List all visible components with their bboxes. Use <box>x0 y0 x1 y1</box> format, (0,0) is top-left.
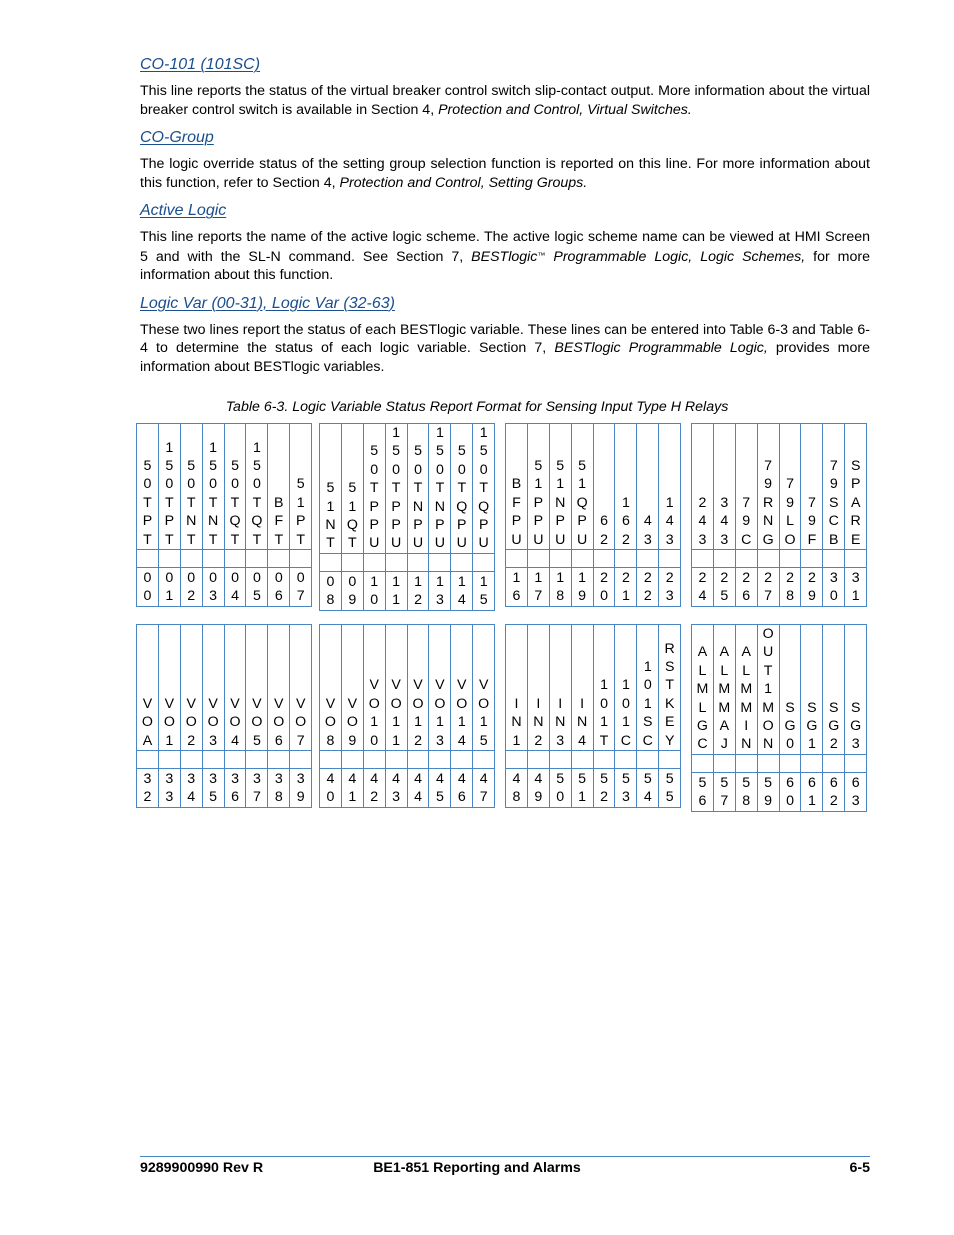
variable-status-cell <box>451 553 473 571</box>
variable-number: 2 6 <box>735 568 757 607</box>
variable-status-cell <box>735 754 757 772</box>
variable-number: 0 4 <box>224 568 246 607</box>
variable-label: V O 1 1 <box>385 625 407 751</box>
variable-status-cell <box>268 550 290 568</box>
variable-number: 3 7 <box>246 769 268 808</box>
section-heading: Logic Var (00-31), Logic Var (32-63) <box>140 294 395 312</box>
variable-number: 5 1 <box>571 769 593 808</box>
variable-number: 5 6 <box>692 772 714 811</box>
variable-label: 5 0 T Q T <box>224 424 246 550</box>
variable-number: 5 5 <box>659 769 681 808</box>
variable-number: 3 5 <box>202 769 224 808</box>
variable-status-cell <box>473 553 495 571</box>
variable-number: 1 6 <box>506 568 528 607</box>
variable-group-table <box>136 423 312 607</box>
variable-label: A L M M I N <box>735 625 757 755</box>
variable-status-cell <box>615 751 637 769</box>
table-caption: Table 6-3. Logic Variable Status Report Format for Sensing Input Type H Relays <box>225 399 729 415</box>
variable-label: V O 8 <box>320 625 342 751</box>
variable-number: 4 5 <box>429 769 451 808</box>
variable-status-cell <box>757 754 779 772</box>
variable-label: 1 0 1 C <box>615 625 637 751</box>
variable-label: I N 3 <box>549 625 571 751</box>
variable-label: S G 1 <box>801 625 823 755</box>
variable-label: 7 9 R N G <box>757 424 779 550</box>
variable-label: V O 1 4 <box>451 625 473 751</box>
variable-label: 7 9 F <box>801 424 823 550</box>
variable-status-cell <box>341 751 363 769</box>
section-heading: CO-101 (101SC) <box>140 56 261 73</box>
variable-number: 1 9 <box>571 568 593 607</box>
variable-status-cell <box>473 751 495 769</box>
variable-number: 6 2 <box>823 772 845 811</box>
variable-status-cell <box>506 550 528 568</box>
variable-number: 2 4 <box>692 568 714 607</box>
variable-label: 1 0 1 S C <box>637 625 659 751</box>
variable-label: 1 4 3 <box>659 424 681 550</box>
variable-label: I N 2 <box>527 625 549 751</box>
variable-label: 7 9 C <box>735 424 757 550</box>
variable-status-cell <box>845 550 867 568</box>
variable-status-cell <box>137 751 159 769</box>
variable-number: 0 1 <box>158 568 180 607</box>
variable-status-cell <box>637 751 659 769</box>
variable-label: V O 5 <box>246 625 268 751</box>
variable-group-table <box>691 624 867 812</box>
variable-label: 1 0 1 T <box>593 625 615 751</box>
variable-status-cell <box>341 553 363 571</box>
variable-number: 0 2 <box>180 568 202 607</box>
variable-number: 4 7 <box>473 769 495 808</box>
variable-label: 5 0 T Q P U <box>451 424 473 554</box>
variable-label: V O 6 <box>268 625 290 751</box>
variable-number: 1 2 <box>407 571 429 610</box>
variable-label: 2 4 3 <box>692 424 714 550</box>
variable-status-cell <box>801 550 823 568</box>
variable-number: 1 7 <box>527 568 549 607</box>
variable-status-cell <box>451 751 473 769</box>
variable-number: 4 6 <box>451 769 473 808</box>
variable-number: 4 1 <box>341 769 363 808</box>
variable-number: 3 6 <box>224 769 246 808</box>
variable-status-cell <box>549 751 571 769</box>
variable-number: 3 2 <box>137 769 159 808</box>
variable-number: 3 0 <box>823 568 845 607</box>
variable-number: 4 4 <box>407 769 429 808</box>
variable-status-cell <box>246 751 268 769</box>
variable-label: O U T 1 M O N <box>757 625 779 755</box>
variable-label: V O 1 <box>158 625 180 751</box>
variable-status-cell <box>779 754 801 772</box>
variable-status-cell <box>845 754 867 772</box>
variable-number: 6 0 <box>779 772 801 811</box>
variable-label: 5 1 N P U <box>549 424 571 550</box>
variable-number: 1 3 <box>429 571 451 610</box>
variable-number: 1 0 <box>363 571 385 610</box>
variable-status-cell <box>735 550 757 568</box>
variable-number: 5 3 <box>615 769 637 808</box>
variable-number: 5 0 <box>549 769 571 808</box>
variable-number: 5 9 <box>757 772 779 811</box>
variable-label: S G 0 <box>779 625 801 755</box>
variable-number: 4 0 <box>320 769 342 808</box>
variable-number: 2 9 <box>801 568 823 607</box>
variable-label: 1 5 0 T Q T <box>246 424 268 550</box>
variable-number: 0 9 <box>341 571 363 610</box>
variable-number: 3 1 <box>845 568 867 607</box>
variable-status-cell <box>320 751 342 769</box>
variable-number: 0 8 <box>320 571 342 610</box>
variable-group-table <box>319 423 495 611</box>
variable-label: B F P U <box>506 424 528 550</box>
variable-status-cell <box>615 550 637 568</box>
variable-number: 2 7 <box>757 568 779 607</box>
variable-label: 1 6 2 <box>615 424 637 550</box>
variable-label: R S T K E Y <box>659 625 681 751</box>
variable-number: 4 8 <box>506 769 528 808</box>
footer-document-number: 9289900990 Rev R <box>140 1160 264 1176</box>
variable-number: 2 8 <box>779 568 801 607</box>
variable-status-cell <box>429 751 451 769</box>
variable-label: 5 0 T P T <box>137 424 159 550</box>
variable-number: 2 1 <box>615 568 637 607</box>
variable-number: 3 4 <box>180 769 202 808</box>
variable-status-cell <box>659 550 681 568</box>
footer-title: BE1-851 Reporting and Alarms <box>373 1160 581 1176</box>
variable-status-cell <box>246 550 268 568</box>
variable-number: 5 4 <box>637 769 659 808</box>
variable-status-cell <box>571 751 593 769</box>
variable-number: 6 1 <box>801 772 823 811</box>
variable-status-cell <box>593 550 615 568</box>
variable-status-cell <box>549 550 571 568</box>
section-paragraph: This line reports the status of the virtual breaker control switch slip-contact output. More information about the virtual breaker control switch is available in Section 4, Protection and Control, Virtual Switches. <box>140 83 870 118</box>
variable-number: 1 8 <box>549 568 571 607</box>
variable-group-table <box>691 423 867 607</box>
variable-label: A L M L G C <box>692 625 714 755</box>
variable-number: 1 1 <box>385 571 407 610</box>
variable-number: 2 5 <box>713 568 735 607</box>
variable-label: V O 4 <box>224 625 246 751</box>
section-paragraph: The logic override status of the setting group selection function is reported on this line. For more information about this function, refer to Section 4, Protection and Control, Setting Groups. <box>140 156 870 191</box>
variable-status-cell <box>571 550 593 568</box>
variable-status-cell <box>527 751 549 769</box>
variable-label: 7 9 S C B <box>823 424 845 550</box>
variable-status-cell <box>224 751 246 769</box>
section-paragraph: This line reports the name of the active logic scheme. The active logic scheme name can be viewed at HMI Screen 5 and with the SL-N command. See Section 7, BESTlogic™ Programmable Logic, Logic Schemes, for more information about this function. <box>140 229 871 283</box>
variable-status-cell <box>202 751 224 769</box>
variable-number: 5 8 <box>735 772 757 811</box>
variable-status-cell <box>757 550 779 568</box>
variable-status-cell <box>801 754 823 772</box>
variable-label: S G 3 <box>845 625 867 755</box>
variable-status-cell <box>692 754 714 772</box>
variable-label: 6 2 <box>593 424 615 550</box>
variable-label: 5 0 T N T <box>180 424 202 550</box>
variable-status-cell <box>407 751 429 769</box>
variable-number: 2 3 <box>659 568 681 607</box>
variable-label: 5 0 T P P U <box>363 424 385 554</box>
variable-label: I N 4 <box>571 625 593 751</box>
variable-status-cell <box>224 550 246 568</box>
variable-label: V O 1 3 <box>429 625 451 751</box>
variable-label: 1 5 0 T P P U <box>385 424 407 554</box>
variable-status-cell <box>202 550 224 568</box>
variable-status-cell <box>779 550 801 568</box>
variable-label: B F T <box>268 424 290 550</box>
variable-status-cell <box>180 751 202 769</box>
variable-number: 0 3 <box>202 568 224 607</box>
variable-label: 4 3 <box>637 424 659 550</box>
variable-status-cell <box>180 550 202 568</box>
variable-number: 6 3 <box>845 772 867 811</box>
variable-status-cell <box>158 550 180 568</box>
variable-label: S P A R E <box>845 424 867 550</box>
variable-label: 1 5 0 T N T <box>202 424 224 550</box>
variable-label: V O A <box>137 625 159 751</box>
variable-group-table <box>319 624 495 808</box>
page-content <box>140 54 870 384</box>
variable-group-table <box>136 624 312 808</box>
variable-label: V O 1 0 <box>363 625 385 751</box>
variable-status-cell <box>158 751 180 769</box>
variable-status-cell <box>407 553 429 571</box>
variable-label: 1 5 0 T Q P U <box>473 424 495 554</box>
variable-status-cell <box>290 751 312 769</box>
variable-status-cell <box>713 754 735 772</box>
variable-status-cell <box>363 553 385 571</box>
variable-status-cell <box>713 550 735 568</box>
variable-status-cell <box>593 751 615 769</box>
variable-number: 3 9 <box>290 769 312 808</box>
variable-label: 5 1 Q T <box>341 424 363 554</box>
variable-status-cell <box>659 751 681 769</box>
variable-status-cell <box>823 550 845 568</box>
variable-number: 0 7 <box>290 568 312 607</box>
variable-label: V O 2 <box>180 625 202 751</box>
variable-number: 0 5 <box>246 568 268 607</box>
variable-label: 1 5 0 T N P U <box>429 424 451 554</box>
variable-label: 5 1 N T <box>320 424 342 554</box>
variable-status-cell <box>527 550 549 568</box>
variable-status-cell <box>692 550 714 568</box>
variable-status-cell <box>823 754 845 772</box>
section-paragraph: These two lines report the status of each BESTlogic variable. These lines can be entered into Table 6-3 and Table 6-4 to determine the status of each logic variable. Section 7, BESTlogic Programmable Logic, provides more information about BESTlogic variables. <box>140 321 870 375</box>
variable-label: A L M M A J <box>713 625 735 755</box>
variable-status-cell <box>385 553 407 571</box>
variable-label: 5 1 Q P U <box>571 424 593 550</box>
variable-label: V O 3 <box>202 625 224 751</box>
variable-label: 5 1 P T <box>290 424 312 550</box>
variable-number: 1 4 <box>451 571 473 610</box>
variable-status-cell <box>290 550 312 568</box>
variable-status-cell <box>137 550 159 568</box>
variable-label: I N 1 <box>506 625 528 751</box>
variable-status-cell <box>363 751 385 769</box>
variable-number: 0 6 <box>268 568 290 607</box>
variable-label: 7 9 L O <box>779 424 801 550</box>
variable-label: V O 1 2 <box>407 625 429 751</box>
variable-status-cell <box>320 553 342 571</box>
variable-number: 0 0 <box>137 568 159 607</box>
variable-group-table <box>505 624 681 808</box>
variable-number: 5 2 <box>593 769 615 808</box>
variable-number: 2 2 <box>637 568 659 607</box>
variable-number: 1 5 <box>473 571 495 610</box>
section-heading: CO-Group <box>140 129 214 146</box>
variable-number: 5 7 <box>713 772 735 811</box>
variable-status-cell <box>637 550 659 568</box>
variable-status-cell <box>429 553 451 571</box>
variable-status-cell <box>506 751 528 769</box>
variable-number: 3 8 <box>268 769 290 808</box>
variable-label: V O 9 <box>341 625 363 751</box>
variable-number: 4 2 <box>363 769 385 808</box>
variable-number: 2 0 <box>593 568 615 607</box>
variable-label: S G 2 <box>823 625 845 755</box>
footer-page-number: 6-5 <box>849 1160 870 1176</box>
variable-number: 4 9 <box>527 769 549 808</box>
variable-group-table <box>505 423 681 607</box>
variable-label: 3 4 3 <box>713 424 735 550</box>
section-heading: Active Logic <box>140 202 227 219</box>
variable-label: V O 1 5 <box>473 625 495 751</box>
variable-status-cell <box>268 751 290 769</box>
variable-label: 5 0 T N P U <box>407 424 429 554</box>
variable-status-cell <box>385 751 407 769</box>
footer-divider <box>140 1156 870 1157</box>
variable-label: V O 7 <box>290 625 312 751</box>
variable-number: 4 3 <box>385 769 407 808</box>
variable-label: 1 5 0 T P T <box>158 424 180 550</box>
variable-number: 3 3 <box>158 769 180 808</box>
variable-label: 5 1 P P U <box>527 424 549 550</box>
